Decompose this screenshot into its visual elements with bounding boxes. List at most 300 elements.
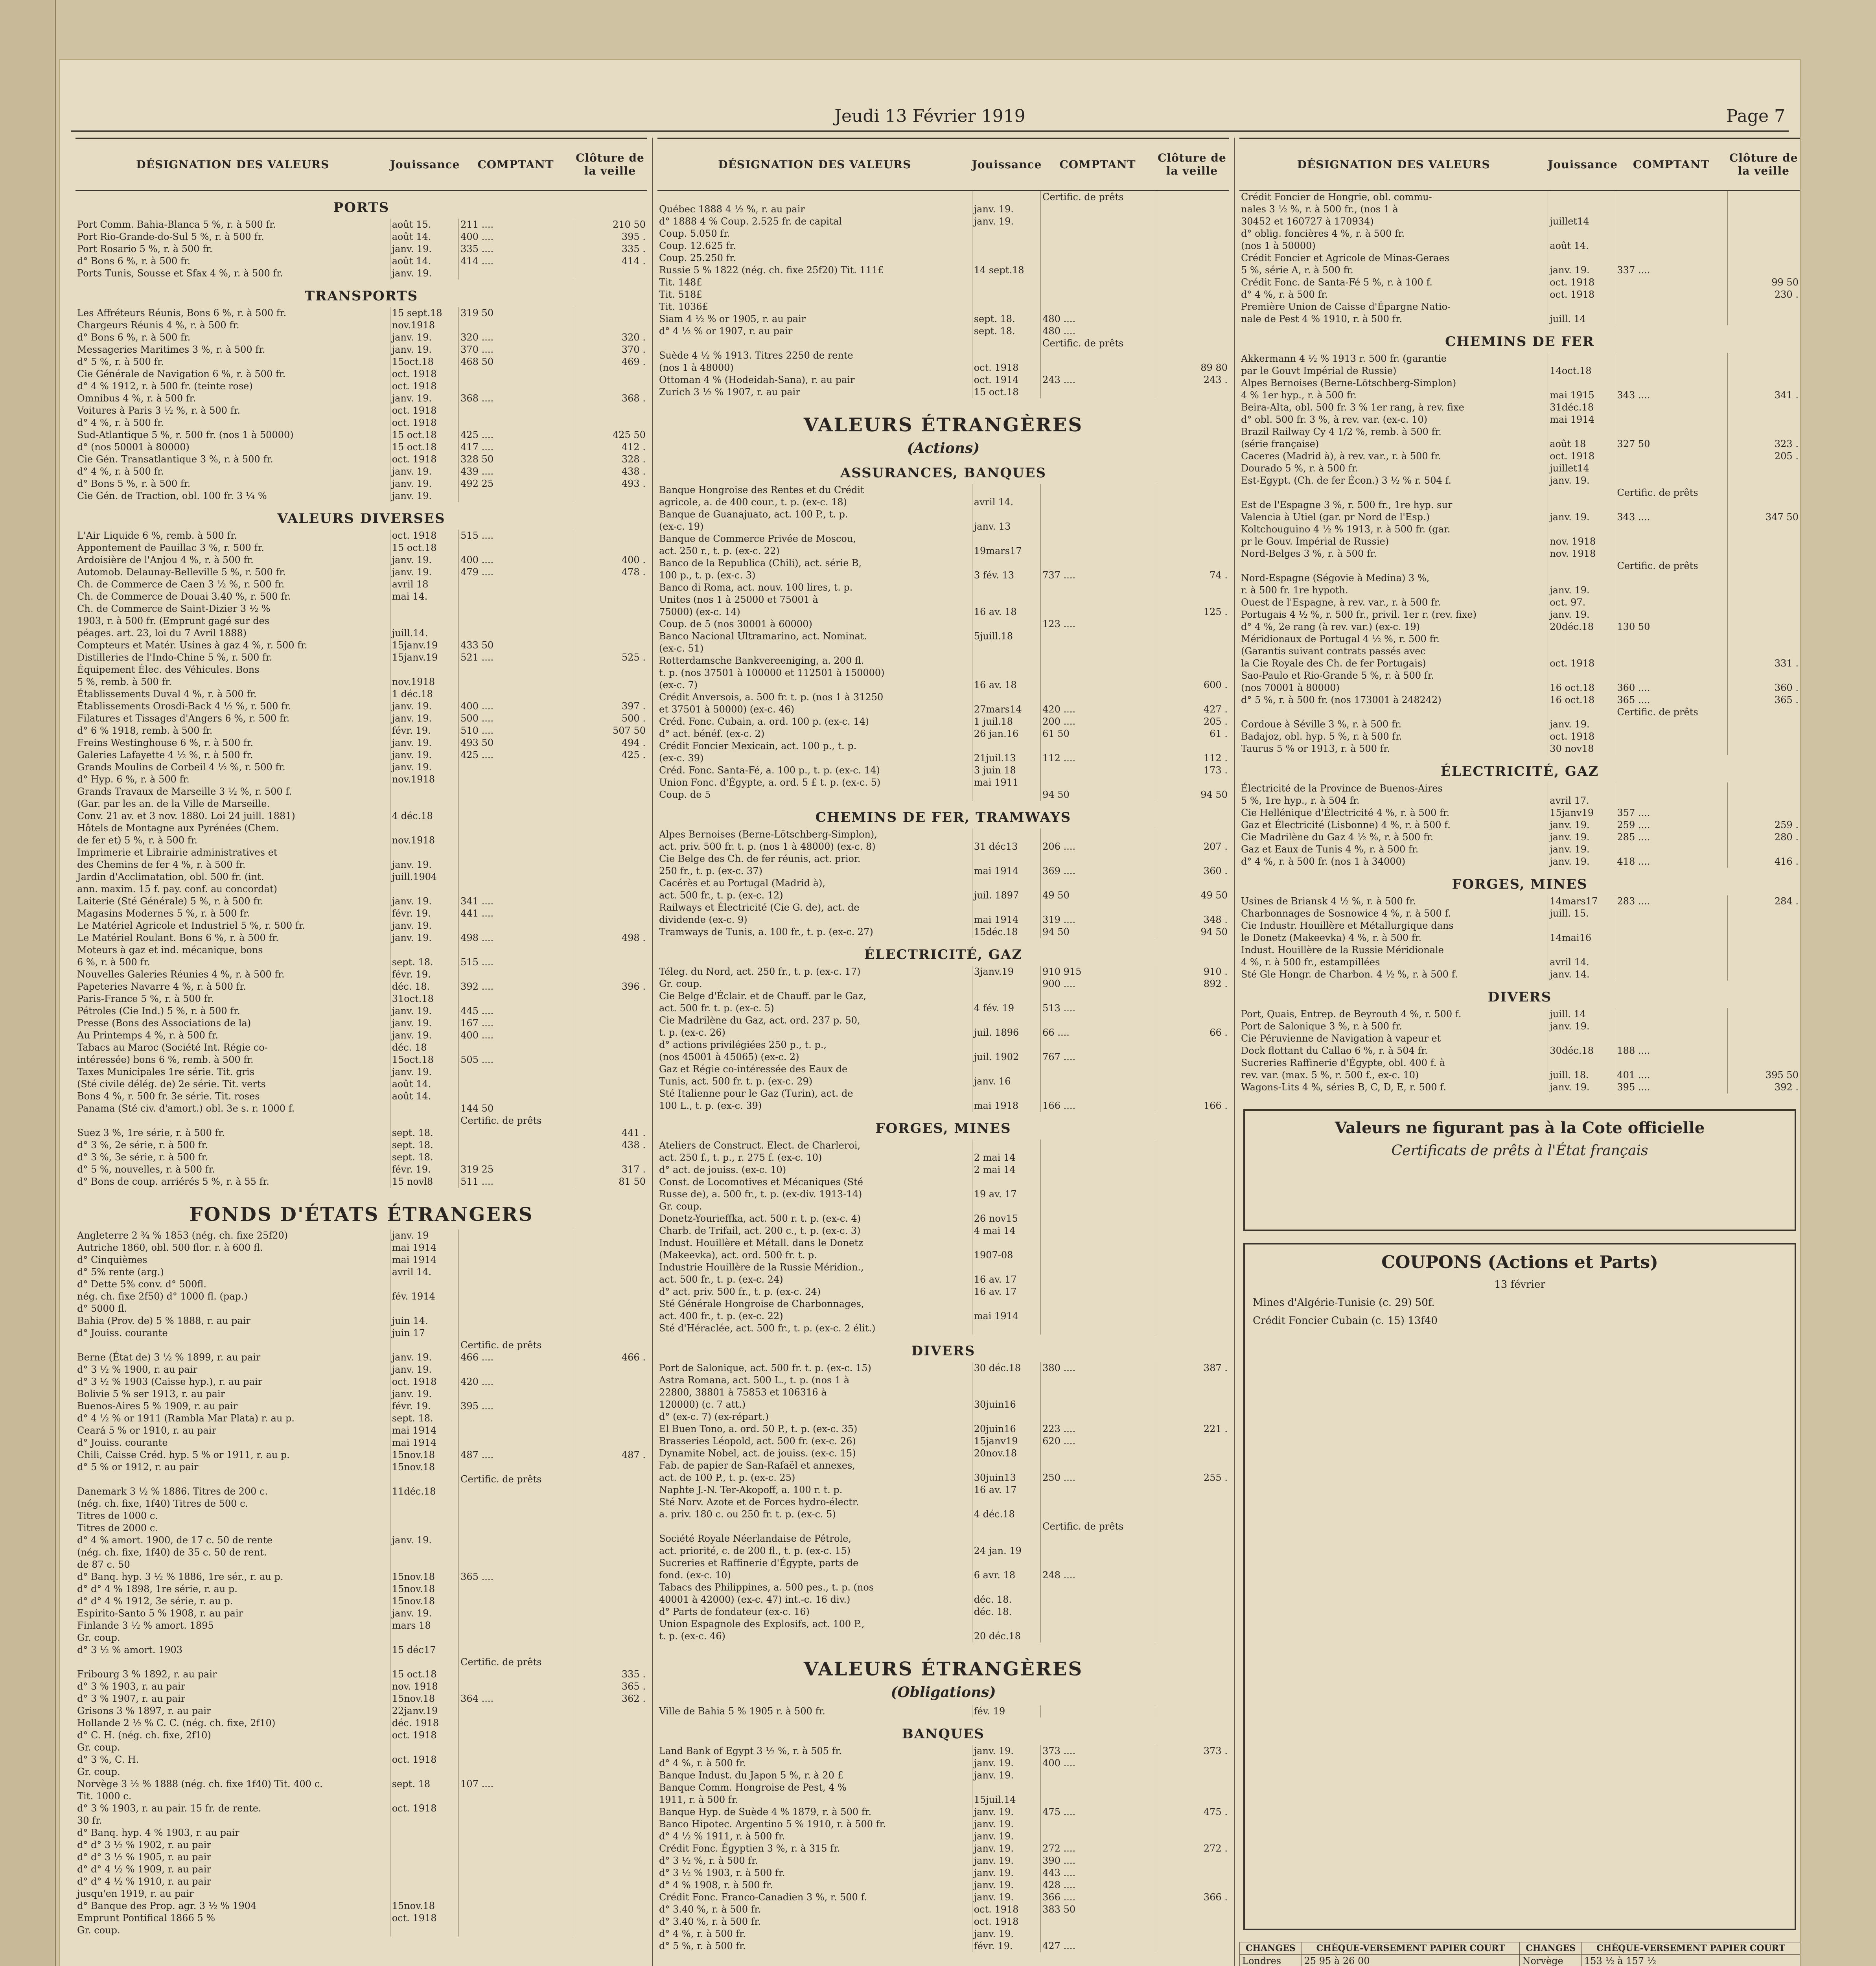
cloture-price: 395 . (573, 231, 647, 243)
jouissance-date: 15janv19 (972, 1435, 1040, 1447)
security-name: Ch. de Commerce de Caen 3 ½ %, r. 500 fr. (77, 579, 285, 590)
jouissance-date: déc. 1918 (390, 1717, 458, 1729)
security-name: Coup. 5.050 fr. (659, 228, 730, 239)
comptant-price (1615, 548, 1727, 560)
security-name (1239, 487, 1548, 499)
cloture-price (1727, 743, 1800, 755)
jouissance-date (972, 1782, 1040, 1794)
cloture-price (1727, 782, 1800, 795)
jouissance-date: janv. 19. (390, 932, 458, 944)
jouissance-date: 4 déc.18 (390, 810, 458, 822)
security-name: d° Dette 5% conv. d° 500fl. (77, 1279, 207, 1290)
cloture-price (1155, 1310, 1229, 1322)
cloture-price (573, 1815, 647, 1827)
quote-row (75, 908, 647, 920)
quote-row (1239, 670, 1800, 682)
quote-row (75, 1163, 647, 1176)
jouissance-date (972, 1533, 1040, 1545)
security-name: L'Air Liquide 6 %, remb. à 500 fr. (77, 530, 237, 541)
cloture-price (573, 920, 647, 932)
jouissance-date (972, 877, 1040, 889)
jouissance-date (972, 533, 1040, 545)
quote-row (657, 777, 1229, 789)
quote-row (657, 557, 1229, 569)
jouissance-date: juill. 14 (1548, 313, 1615, 325)
security-name: Port Rio-Grande-do-Sul 5 %, r. à 500 fr. (77, 231, 264, 242)
security-name: intéressée) bons 6 %, remb. à 500 fr. (77, 1054, 254, 1065)
cloture-price (573, 627, 647, 639)
cloture-price: 348 . (1155, 914, 1229, 926)
security-name: d° Banq. hyp. 3 ½ % 1886, 1re sér., r. au p. (77, 1571, 284, 1582)
cloture-price (1155, 545, 1229, 557)
quote-row (1239, 819, 1800, 831)
header-designation: DÉSIGNATION DES VALEURS (718, 158, 911, 171)
security-name: (Sté civile délég. de) 2e série. Tit. verts (77, 1079, 266, 1090)
quote-row (75, 1449, 647, 1461)
security-name: act. 500 fr., t. p. (ex-c. 12) (659, 890, 783, 901)
security-name: Freins Westinghouse 6 %, r. à 500 fr. (77, 737, 254, 748)
security-name: Banque de Commerce Privée de Moscou, (659, 533, 856, 544)
quote-row (657, 1063, 1229, 1075)
section-heading: ÉLECTRICITÉ, GAZ (1440, 764, 1599, 779)
comptant-price: Certific. de prêts (1040, 337, 1155, 350)
comptant-price: 368 .... (458, 392, 573, 405)
cloture-price (1727, 572, 1800, 584)
quote-row (1239, 932, 1800, 944)
jouissance-date: janv. 19. (1548, 1081, 1615, 1093)
security-name: d° d° 3 ½ % 1905, r. au pair (77, 1852, 211, 1863)
quote-row (657, 1843, 1229, 1855)
cloture-price (573, 1888, 647, 1900)
cloture-price (1155, 496, 1229, 508)
comptant-price: Certific. de prêts (458, 1473, 573, 1486)
jouissance-date: déc. 18 (390, 1042, 458, 1054)
comptant-price (1615, 718, 1727, 731)
security-name: Cie Madrilène du Gaz 4 ½ %, r. à 500 fr. (1241, 832, 1434, 843)
quote-row (1239, 1057, 1800, 1069)
security-name: Gr. coup. (77, 1925, 120, 1936)
cloture-price (1155, 990, 1229, 1002)
changes-table (1239, 1942, 1800, 1966)
quote-row (75, 993, 647, 1005)
comptant-price (458, 1278, 573, 1290)
security-name: d° 4 % 1908, r. à 500 fr. (659, 1879, 773, 1891)
comptant-price: 365 .... (1615, 694, 1727, 706)
jouissance-date: 14mars17 (1548, 895, 1615, 908)
quote-row (1239, 450, 1800, 462)
jouissance-date (390, 1815, 458, 1827)
comptant-price: 250 .... (1040, 1472, 1155, 1484)
cloture-price (573, 1534, 647, 1546)
jouissance-date: févr. 19. (390, 725, 458, 737)
cloture-price (1727, 252, 1800, 264)
comptant-price (1040, 655, 1155, 667)
comptant-price (1040, 1399, 1155, 1411)
security-name: Coup. 25.250 fr. (659, 252, 736, 263)
security-name: d° 5000 fl. (77, 1303, 127, 1314)
cloture-price (1155, 264, 1229, 276)
comptant-price: 510 .... (458, 725, 573, 737)
jouissance-date: janv. 19. (1548, 584, 1615, 596)
comptant-price (458, 871, 573, 883)
security-name: Sucreries et Raffinerie d'Égypte, parts de (659, 1557, 859, 1568)
comptant-price: 400 .... (458, 554, 573, 566)
security-name: Téleg. du Nord, act. 250 fr., t. p. (ex-c. 17) (659, 966, 861, 977)
security-name: 4 %, r. à 500 fr., estampillées (1241, 957, 1380, 968)
comptant-price: 319 25 (458, 1163, 573, 1176)
quote-row (75, 542, 647, 554)
jouissance-date (972, 655, 1040, 667)
comptant-price (1615, 401, 1727, 414)
quote-row (657, 508, 1229, 521)
quote-row (1239, 203, 1800, 215)
security-name: d° 4 ½ % or 1911 (Rambla Mar Plata) r. au p. (77, 1413, 295, 1424)
cloture-price (1155, 1521, 1229, 1533)
cloture-price: 365 . (1727, 694, 1800, 706)
cloture-price (573, 1230, 647, 1242)
cloture-price: 525 . (573, 652, 647, 664)
quote-row (657, 1581, 1229, 1594)
comptant-price (458, 603, 573, 615)
security-name: El Buen Tono, a. ord. 50 P., t. p. (ex-c. 35) (659, 1423, 858, 1434)
comptant-price: Certific. de prêts (458, 1656, 573, 1668)
security-name: Ottoman 4 % (Hodeidah-Sana), r. au pair (659, 374, 855, 385)
jouissance-date (972, 1139, 1040, 1152)
quote-row (75, 1583, 647, 1595)
quote-row (75, 1815, 647, 1827)
cloture-price (1155, 630, 1229, 642)
jouissance-date: janv. 19. (390, 478, 458, 490)
security-name: Cie Gén. Transatlantique 3 %, r. à 500 fr. (77, 454, 273, 465)
quote-row (657, 926, 1229, 938)
jouissance-date: 15 oct.18 (390, 542, 458, 554)
cloture-price (1727, 240, 1800, 252)
security-name: Crédit Anversois, a. 500 fr. t. p. (nos 1 à 31250 (659, 692, 884, 703)
comptant-price (458, 368, 573, 380)
quote-row (75, 1876, 647, 1888)
quote-row (75, 267, 647, 280)
cloture-price (1727, 301, 1800, 313)
security-name: 5 %, série A, r. à 500 fr. (1241, 265, 1353, 276)
quote-row (657, 1855, 1229, 1867)
cloture-price (1155, 853, 1229, 865)
cloture-price (1155, 777, 1229, 789)
cloture-price: 475 . (1155, 1806, 1229, 1818)
jouissance-date: oct. 1918 (390, 368, 458, 380)
quote-row (657, 1545, 1229, 1557)
jouissance-date (390, 1876, 458, 1888)
comptant-price (1040, 1164, 1155, 1176)
security-name: Gaz et Électricité (Lisbonne) 4 %, r. à 500 f. (1241, 819, 1451, 830)
jouissance-date: sept. 18. (390, 1127, 458, 1139)
quote-row (657, 582, 1229, 594)
cloture-price (1155, 902, 1229, 914)
comptant-price (1615, 191, 1727, 203)
cloture-price (573, 1863, 647, 1876)
comptant-price (458, 1315, 573, 1327)
security-name: d° 3.40 %, r. à 500 fr. (659, 1904, 761, 1915)
column-2 (653, 138, 1235, 1966)
cloture-price (573, 1510, 647, 1522)
cloture-price (573, 1103, 647, 1115)
comptant-price: 283 .... (1615, 895, 1727, 908)
jouissance-date: janv. 19. (390, 331, 458, 344)
security-name: Naphte J.-N. Ter-Akopoff, a. 100 r. t. p. (659, 1484, 843, 1495)
quote-row (657, 703, 1229, 716)
security-name: Ardoisière de l'Anjou 4 %, r. à 500 fr. (77, 554, 254, 565)
cloture-price (1727, 523, 1800, 536)
jouissance-date: juill. 18. (1548, 1069, 1615, 1081)
cloture-price (573, 1741, 647, 1754)
security-name: (Gar. par les an. de la Ville de Marseille. (77, 798, 270, 809)
comptant-price (1040, 301, 1155, 313)
comptant-price (1040, 1188, 1155, 1200)
hors-cote-title: Valeurs ne figurant pas à la Cote officielle (1335, 1119, 1705, 1137)
security-name: Ouest de l'Espagne, à rev. var., r. à 500 fr. (1241, 597, 1441, 608)
quote-row (75, 1327, 647, 1339)
cloture-price (1727, 645, 1800, 657)
security-name: Crédit Fonc. Égyptien 3 %, r. à 315 fr. (659, 1843, 840, 1854)
quote-row (657, 325, 1229, 337)
security-name: (série française) (1241, 438, 1319, 449)
cloture-price (1155, 484, 1229, 496)
quote-row (1239, 191, 1800, 203)
jouissance-date: févr. 19. (972, 1940, 1040, 1952)
quote-row (75, 871, 647, 883)
security-name: Méridionaux de Portugal 4 ½ %, r. 500 fr. (1241, 633, 1440, 644)
jouissance-date: janv. 19. (390, 243, 458, 255)
comptant-price: 427 .... (1040, 1940, 1155, 1952)
security-name: d° Hyp. 6 %, r. à 500 fr. (77, 774, 190, 785)
jouissance-date: janv. 19. (390, 490, 458, 502)
jouissance-date (972, 228, 1040, 240)
cloture-price (1727, 968, 1800, 981)
quote-row (1239, 276, 1800, 289)
comptant-price (458, 1900, 573, 1912)
comptant-price: 475 .... (1040, 1806, 1155, 1818)
comptant-price: 369 .... (1040, 865, 1155, 877)
security-name (657, 191, 972, 203)
security-name: d° actions privilégiées 250 p., t. p., (659, 1039, 827, 1050)
section-heading: TRANSPORTS (304, 288, 418, 304)
security-name: Bons 4 %, r. 500 fr. 3e série. Tit. roses (77, 1091, 260, 1102)
security-name: d° Banq. hyp. 4 % 1903, r. au pair (77, 1827, 239, 1838)
adjacent-page-edge (0, 0, 56, 1966)
comptant-price (1615, 795, 1727, 807)
cloture-price (573, 1705, 647, 1717)
cloture-price (1727, 377, 1800, 389)
comptant-price: 620 .... (1040, 1435, 1155, 1447)
comptant-price (458, 1522, 573, 1534)
comptant-price (1040, 1794, 1155, 1806)
comptant-price (1615, 450, 1727, 462)
cloture-price (573, 761, 647, 773)
security-name: Tunis, act. 500 fr. t. p. (ex-c. 29) (659, 1076, 813, 1087)
security-name: (ex-c. 7) (659, 679, 698, 690)
jouissance-date: 30 déc.18 (972, 1362, 1040, 1374)
cloture-price: 331 . (1727, 657, 1800, 670)
comptant-price (458, 1802, 573, 1815)
section-heading: FORGES, MINES (1452, 876, 1588, 892)
comptant-price (458, 1534, 573, 1546)
quote-row (75, 1693, 647, 1705)
cloture-price (1155, 1063, 1229, 1075)
security-name: Sucreries Raffinerie d'Égypte, obl. 400 f. à (1241, 1057, 1445, 1068)
jouissance-date: 3janv.19 (972, 966, 1040, 978)
comptant-price: 466 .... (458, 1351, 573, 1364)
security-name: Berne (État de) 3 ½ % 1899, r. au pair (77, 1352, 261, 1363)
quote-row (657, 350, 1229, 362)
security-name: Électricité de la Province de Buenos-Aires (1241, 783, 1443, 794)
cloture-price: 221 . (1155, 1423, 1229, 1435)
comptant-price (1615, 228, 1727, 240)
jouissance-date: janv. 19. (390, 895, 458, 908)
quote-row (657, 215, 1229, 228)
quote-row (1239, 240, 1800, 252)
security-name: Tit. 1000 c. (77, 1791, 132, 1802)
jouissance-date: 1 juil.18 (972, 716, 1040, 728)
cloture-price: 397 . (573, 700, 647, 712)
header-designation: DÉSIGNATION DES VALEURS (136, 158, 330, 171)
jouissance-date: 15 oct.18 (390, 429, 458, 441)
security-name: 1911, r. à 500 fr. (659, 1794, 738, 1805)
security-name: d° 4 %, r. à 500 fr. (659, 1758, 746, 1769)
security-name: d° d° 4 % 1912, 3e série, r. au p. (77, 1596, 233, 1607)
security-name: Sao-Paulo et Rio-Grande 5 %, r. à 500 fr. (1241, 670, 1434, 681)
jouissance-date (972, 1088, 1040, 1100)
jouissance-date: août 14. (390, 1090, 458, 1103)
security-name: Cie Belge d'Éclair. et de Chauff. par le Gaz, (659, 990, 867, 1001)
cloture-price: 438 . (573, 466, 647, 478)
jouissance-date (390, 1839, 458, 1851)
security-name: Port de Salonique 3 %, r. à 500 fr. (1241, 1021, 1403, 1032)
coupon-line (1253, 1297, 1787, 1309)
jouissance-date (1548, 782, 1615, 795)
comptant-price: 479 .... (458, 566, 573, 578)
security-name: Crédit Fonc. Franco-Canadien 3 %, r. 500 f. (659, 1892, 867, 1903)
quote-row (657, 374, 1229, 386)
section-heading: VALEURS DIVERSES (277, 511, 446, 526)
jouissance-date (972, 1557, 1040, 1569)
security-name: d° 3 ½ % amort. 1903 (77, 1644, 183, 1655)
quote-row (657, 630, 1229, 642)
security-name: d° 4 ½ % 1911, r. à 500 fr. (659, 1831, 785, 1842)
quote-row (75, 1242, 647, 1254)
security-name: d° C. H. (nég. ch. fixe, 2f10) (77, 1730, 211, 1741)
comptant-price (458, 1729, 573, 1741)
cloture-price (1727, 932, 1800, 944)
jouissance-date: août 18 (1548, 438, 1615, 450)
cloture-price (1155, 1782, 1229, 1794)
comptant-price (458, 968, 573, 981)
cloture-price (573, 490, 647, 502)
section-heading: PORTS (333, 200, 390, 215)
jouissance-date: oct. 1918 (390, 1754, 458, 1766)
quote-row (657, 1606, 1229, 1618)
cloture-price: 368 . (573, 392, 647, 405)
comptant-price (1615, 670, 1727, 682)
security-name: Port Comm. Bahia-Blanca 5 %, r. à 500 fr. (77, 219, 276, 230)
cloture-price (1155, 1225, 1229, 1237)
jouissance-date (972, 828, 1040, 841)
cloture-price (1155, 1075, 1229, 1088)
quote-row (657, 1002, 1229, 1014)
jouissance-date: janv. 19. (972, 1867, 1040, 1879)
security-name: d° obl. 500 fr. 3 %, à rev. var. (ex-c. 10) (1241, 414, 1428, 425)
comptant-price (1615, 289, 1727, 301)
security-name: Sté d'Héraclée, act. 500 fr., t. p. (ex-c. 2 élit.) (659, 1323, 876, 1334)
quote-row (657, 1496, 1229, 1508)
quote-row (75, 1461, 647, 1473)
security-name: Suède 4 ½ % 1913. Titres 2250 de rente (659, 350, 853, 361)
cloture-price (573, 1078, 647, 1090)
cloture-price (573, 1717, 647, 1729)
quote-row (75, 773, 647, 786)
comptant-price: 401 .... (1615, 1069, 1727, 1081)
security-name: des Chemins de fer 4 %, r. à 500 fr. (77, 859, 246, 870)
jouissance-date: janv. 19. (390, 1066, 458, 1078)
cloture-price (1727, 191, 1800, 203)
comptant-price (1040, 1322, 1155, 1335)
quote-row (75, 1176, 647, 1188)
cloture-price (573, 1388, 647, 1400)
comptant-price (1615, 203, 1727, 215)
cloture-price: 61 . (1155, 728, 1229, 740)
cloture-price (573, 319, 647, 331)
comptant-price (1615, 657, 1727, 670)
jouissance-date: janv. 16 (972, 1075, 1040, 1088)
jouissance-date: 19 av. 17 (972, 1188, 1040, 1200)
cloture-price (1727, 401, 1800, 414)
quote-row (1239, 523, 1800, 536)
jouissance-date (972, 978, 1040, 990)
cloture-price (1155, 1200, 1229, 1213)
quote-row (1239, 807, 1800, 819)
security-name: d° (ex-c. 7) (ex-répart.) (659, 1411, 769, 1422)
jouissance-date: sept. 18. (390, 1412, 458, 1425)
comptant-price (458, 920, 573, 932)
jouissance-date (972, 1014, 1040, 1027)
security-name: Union Espagnole des Explosifs, act. 100 P., (659, 1618, 865, 1629)
jouissance-date (972, 1237, 1040, 1249)
cloture-price: 362 . (573, 1693, 647, 1705)
coupons-box (1243, 1243, 1796, 1930)
quote-row (657, 655, 1229, 667)
section-heading: ÉLECTRICITÉ, GAZ (864, 947, 1023, 963)
column-header (1239, 138, 1800, 191)
cloture-price (573, 615, 647, 627)
comptant-price (1040, 1274, 1155, 1286)
quote-row (75, 1681, 647, 1693)
cloture-price (1155, 1274, 1229, 1286)
security-name: d° Jouiss. courante (77, 1327, 168, 1338)
comptant-price: 320 .... (458, 331, 573, 344)
comptant-price (1040, 276, 1155, 289)
quote-row (657, 1213, 1229, 1225)
comptant-price: 441 .... (458, 908, 573, 920)
comptant-price (458, 1559, 573, 1571)
jouissance-date: mars 18 (390, 1620, 458, 1632)
quote-row (75, 1644, 647, 1656)
cloture-price (573, 1595, 647, 1607)
cloture-price (1155, 1237, 1229, 1249)
security-name: Banque Hongroise des Rentes et du Crédit (659, 484, 864, 495)
quote-row (657, 1916, 1229, 1928)
cloture-price: 487 . (573, 1449, 647, 1461)
quote-row (75, 219, 647, 231)
cloture-price (573, 1498, 647, 1510)
jouissance-date: juil. 1897 (972, 889, 1040, 902)
